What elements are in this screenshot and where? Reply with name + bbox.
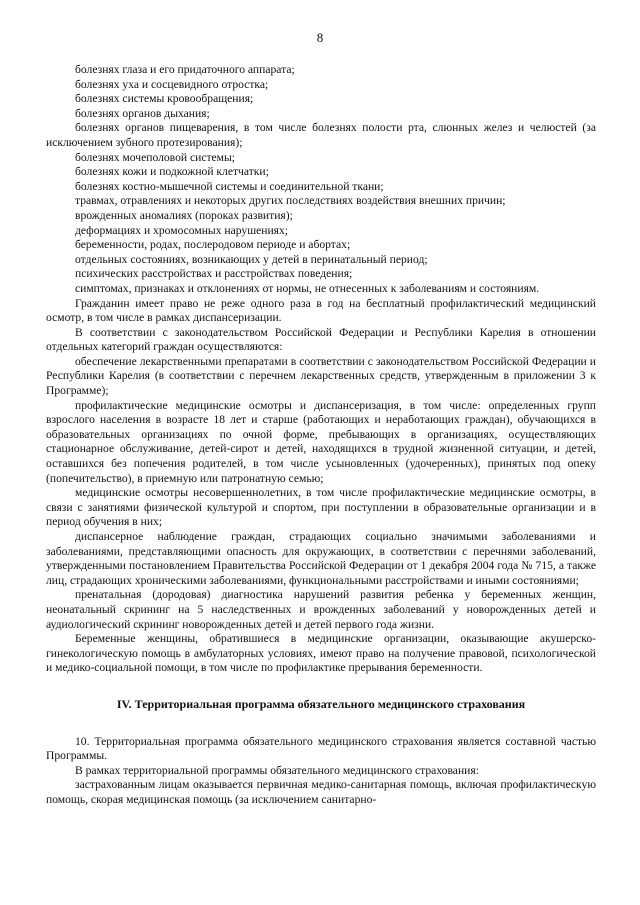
- paragraph: застрахованным лицам оказывается первичная медико-санитарная помощь, включая профилактическую помощь, скорая медицинская помощь (за исключением санитарно-: [46, 778, 596, 806]
- paragraph: диспансерное наблюдение граждан, страдающих социально значимыми заболеваниями и заболеваниями, представляющими опасность для окружающих, в соответствии с перечнями заболеваний, утвержденными постановлением Правительства Российской Федерации от 1 декабря 2004 года № 715, а также лиц, страдающих хроническими заболеваниями, функциональными расстройствами и иными состояниями;: [46, 530, 596, 587]
- paragraph: врожденных аномалиях (пороках развития);: [75, 208, 293, 222]
- document-body: [46, 63, 596, 808]
- paragraph: болезнях глаза и его придаточного аппарата;: [75, 63, 295, 76]
- paragraph: болезнях органов дыхания;: [75, 106, 210, 120]
- paragraph: симптомах, признаках и отклонениях от нормы, не отнесенных к заболеваниям и состояниям.: [75, 281, 540, 295]
- paragraph: болезнях уха и сосцевидного отростка;: [75, 77, 269, 91]
- paragraph: деформациях и хромосомных нарушениях;: [75, 223, 289, 237]
- paragraph: медицинские осмотры несовершеннолетних, в том числе профилактические медицинские осмотры, в связи с занятиями физической культурой и спортом, при поступлении в образовательные организации и в период обучения в них;: [46, 486, 596, 529]
- paragraph: болезнях системы кровообращения;: [75, 92, 254, 106]
- page-number: 8: [316, 30, 324, 45]
- paragraph: обеспечение лекарственными препаратами в соответствии с законодательством Российской Федерации и Республики Карелия (в соответствии с перечнем лекарственных средств, утвержденным в приложении 3 к Программе);: [46, 354, 596, 398]
- paragraph: психических расстройствах и расстройствах поведения;: [75, 267, 353, 281]
- paragraph: 10. Территориальная программа обязательного медицинского страхования является составной частью Программы.: [46, 734, 596, 763]
- paragraph: беременности, родах, послеродовом периоде и абортах;: [75, 238, 351, 252]
- paragraph: болезнях кожи и подкожной клетчатки;: [75, 165, 269, 179]
- section-heading: IV. Территориальная программа обязательного медицинского страхования: [116, 696, 526, 711]
- paragraph: болезнях мочеполовой системы;: [75, 150, 236, 164]
- paragraph: профилактические медицинские осмотры и диспансеризация, в том числе: определенных групп взрослого населения в возрасте 18 лет и старше (работающих и неработающих граждан), обучающихся в образовательных организациях по очной форме, пребывающих в организациях, осуществляющих стационарное обслуживание, детей-сирот и детей, находящихся в трудной жизненной ситуации, и детей, оставшихся без попечения родителей, в том числе усыновленных (удочеренных), принятых под опеку (попечительство), в приемную или патронатную семью;: [46, 398, 596, 485]
- paragraph: Гражданин имеет право не реже одного раза в год на бесплатный профилактический медицинский осмотр, в том числе в рамках диспансеризации.: [46, 296, 596, 325]
- paragraph: отдельных состояниях, возникающих у детей в перинатальный период;: [75, 252, 428, 266]
- paragraph: пренатальная (дородовая) диагностика нарушений развития ребенка у беременных женщин, неонатальный скрининг на 5 наследственных и врожденных заболеваний у новорожденных детей и аудиологический скрининг новорожденных детей и детей первого года жизни.: [46, 588, 596, 631]
- paragraph: травмах, отравлениях и некоторых других последствиях воздействия внешних причин;: [75, 194, 506, 208]
- paragraph: болезнях костно-мышечной системы и соединительной ткани;: [75, 179, 384, 193]
- paragraphs-bottom: [46, 735, 596, 808]
- paragraph: В рамках территориальной программы обязательного медицинского страхования:: [75, 763, 479, 777]
- paragraph: Беременные женщины, обратившиеся в медицинские организации, оказывающие акушерско-гинекологическую помощь в амбулаторных условиях, имеют право на получение правовой, психологической и медико-социальной помощи, в том числе по профилактике прерывания беременности.: [46, 632, 596, 675]
- paragraph: В соответствии с законодательством Российской Федерации и Республики Карелия в отношении отдельных категорий граждан осуществляются:: [46, 325, 596, 354]
- paragraphs-top: [46, 63, 596, 676]
- paragraph: болезнях органов пищеварения, в том числе болезнях полости рта, слюнных желез и челюстей (за исключением зубного протезирования);: [46, 121, 596, 149]
